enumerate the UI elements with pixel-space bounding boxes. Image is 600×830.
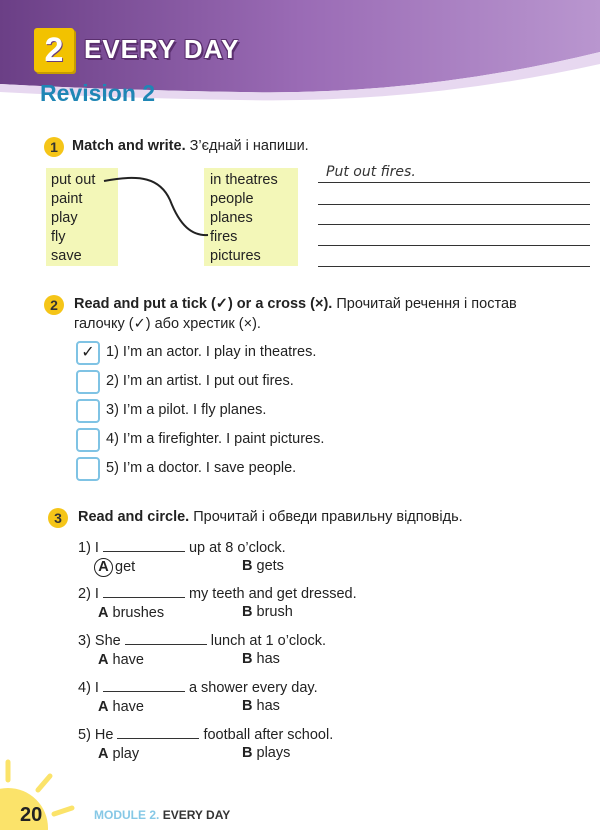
- answer-line[interactable]: [318, 266, 590, 267]
- question-end: football after school.: [203, 727, 334, 743]
- sun-decoration-icon: [0, 740, 90, 830]
- module-footer: [94, 808, 230, 822]
- exercise-3-number: 3: [48, 508, 68, 528]
- page-number: 20: [20, 804, 43, 826]
- answer-line[interactable]: [318, 182, 590, 183]
- module-title: EVERY DAY: [162, 808, 231, 822]
- statement-text: 5) I’m a doctor. I save people.: [106, 460, 297, 476]
- option-a[interactable]: A brushes: [98, 605, 165, 621]
- question: [78, 585, 357, 602]
- exercise-2-instruction-ua-1: Прочитай речення і постав: [336, 296, 517, 312]
- answer-line[interactable]: [318, 224, 590, 225]
- handwritten-answer: Put out fires.: [326, 164, 416, 180]
- option-a[interactable]: A have: [98, 652, 144, 668]
- exercise-1-instruction-en: Match and write.: [72, 138, 186, 154]
- option-a[interactable]: A play: [98, 746, 140, 762]
- unit-number-badge: 2: [34, 28, 74, 72]
- left-word: play: [51, 210, 78, 226]
- answer-checkbox[interactable]: [76, 370, 100, 394]
- exercise-2-instruction: [74, 296, 574, 312]
- blank: [103, 679, 185, 692]
- exercise-2-instruction-en: Read and put a tick (✓) or a cross (×).: [74, 296, 333, 312]
- question-end: a shower every day.: [188, 680, 318, 696]
- exercise-2-number: 2: [44, 295, 64, 315]
- statement-text: 2) I’m an artist. I put out fires.: [106, 373, 294, 389]
- answer-checkbox[interactable]: [76, 341, 100, 365]
- revision-title: Revision 2: [40, 80, 156, 106]
- exercise-1-number: 1: [44, 137, 64, 157]
- match-connector-line: [100, 170, 220, 250]
- question-start: 2) I: [78, 586, 99, 602]
- exercise-3-instruction-ua: Прочитай і обведи правильну відповідь.: [193, 509, 463, 525]
- question-start: 1) I: [78, 540, 99, 556]
- question: [78, 726, 333, 743]
- module-prefix: MODULE 2.: [94, 808, 160, 822]
- blank: [125, 632, 207, 645]
- right-word: fires: [210, 229, 238, 245]
- left-word: paint: [51, 191, 83, 207]
- right-word: pictures: [210, 248, 261, 264]
- option-b[interactable]: B brush: [242, 604, 293, 620]
- question-end: my teeth and get dressed.: [188, 586, 357, 602]
- option-a[interactable]: A get: [94, 558, 135, 577]
- question-start: 5) He: [78, 727, 114, 743]
- option-b[interactable]: B gets: [242, 558, 284, 574]
- question: [78, 679, 318, 696]
- question-end: lunch at 1 o’clock.: [210, 633, 326, 649]
- left-word: save: [51, 248, 82, 264]
- option-b[interactable]: B has: [242, 698, 280, 714]
- answer-line[interactable]: [318, 204, 590, 205]
- option-b[interactable]: B plays: [242, 745, 291, 761]
- exercise-2-instruction-ua-2: галочку (✓) або хрестик (×).: [74, 316, 261, 332]
- left-word: put out: [51, 172, 96, 188]
- statement-text: 4) I’m a firefighter. I paint pictures.: [106, 431, 325, 447]
- blank: [103, 585, 185, 598]
- question-start: 4) I: [78, 680, 99, 696]
- blank: [103, 539, 185, 552]
- circled-option-a: A: [94, 558, 113, 577]
- question: [78, 632, 326, 649]
- answer-checkbox[interactable]: [76, 399, 100, 423]
- left-words: [51, 171, 95, 266]
- question-end: up at 8 o’clock.: [188, 540, 286, 556]
- exercise-3-instruction: [78, 509, 463, 525]
- left-word: fly: [51, 229, 66, 245]
- option-b[interactable]: B has: [242, 651, 280, 667]
- statement-text: 3) I’m a pilot. I fly planes.: [106, 402, 267, 418]
- right-word: people: [210, 191, 254, 207]
- option-a[interactable]: A have: [98, 699, 144, 715]
- exercise-3-instruction-en: Read and circle.: [78, 509, 190, 525]
- right-word: planes: [210, 210, 253, 226]
- answer-checkbox[interactable]: [76, 428, 100, 452]
- right-word: in theatres: [210, 172, 278, 188]
- statement-text: 1) I’m an actor. I play in theatres.: [106, 344, 317, 360]
- question-start: 3) She: [78, 633, 121, 649]
- tick-mark: ✓: [81, 344, 95, 361]
- answer-line[interactable]: [318, 245, 590, 246]
- exercise-1-instruction: [72, 138, 309, 154]
- blank: [117, 726, 199, 739]
- right-words: [210, 171, 278, 266]
- unit-title: EVERY DAY: [84, 34, 240, 64]
- exercise-1-instruction-ua: З’єднай і напиши.: [189, 138, 309, 154]
- answer-checkbox[interactable]: [76, 457, 100, 481]
- question: [78, 539, 286, 556]
